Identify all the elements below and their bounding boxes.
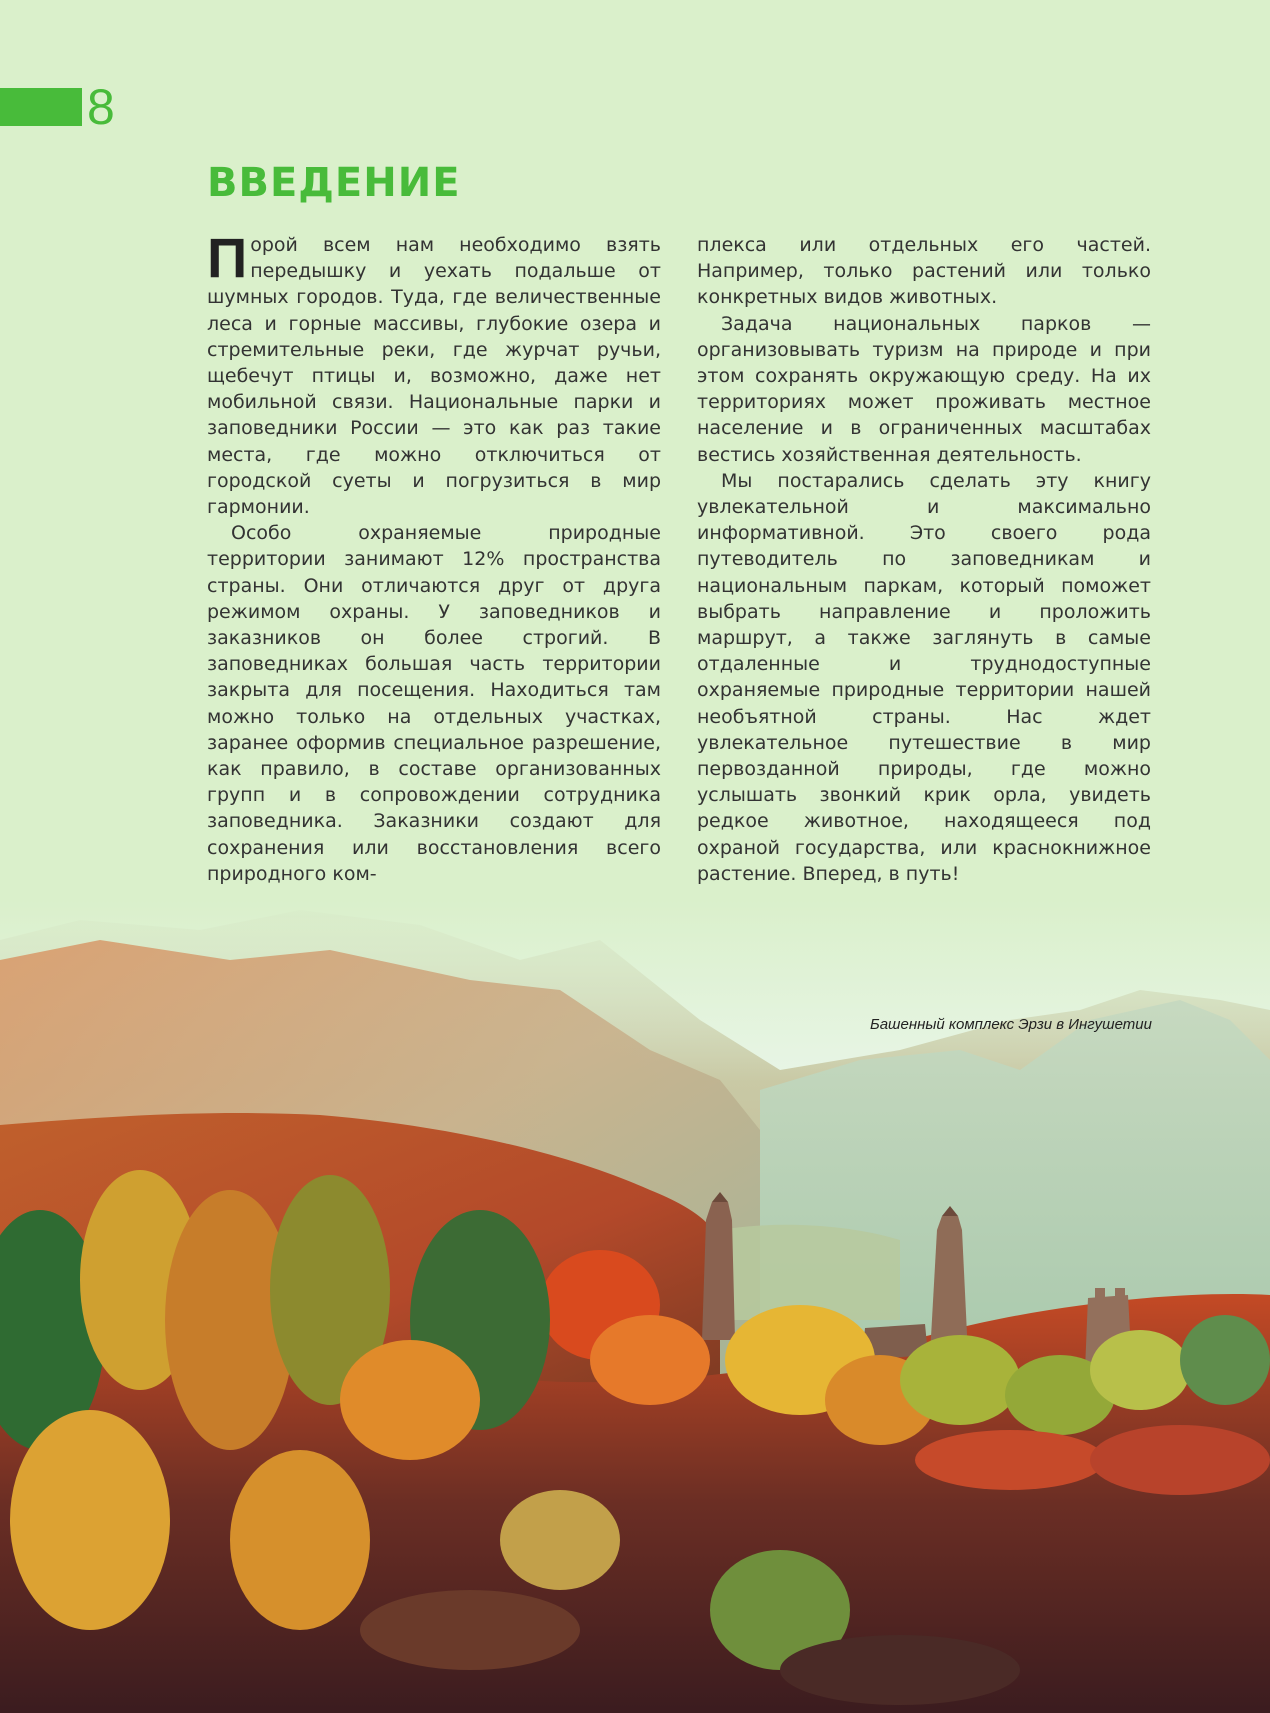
photo-caption: Башенный комплекс Эрзи в Ингушетии	[869, 1016, 1152, 1033]
page-number-bar	[0, 88, 82, 126]
text-column-left	[207, 226, 661, 887]
paragraph-text: орой всем нам необходимо взять передышку и уехать подальше от шумных городов. Туда, где величественные леса и горные массивы, глубокие озера и стремительные реки, где журчат ручьи, щебечут птицы и, возможно, даже нет мобильной связи. Национальные парки и заповедники России — это как раз такие места, где можно отключиться от городской суеты и погрузиться в мир гармонии.	[207, 234, 661, 519]
dropcap: П	[207, 226, 248, 289]
page-number: 8	[87, 79, 115, 135]
paragraph: Задача национальных парков — организовывать туризм на природе и при этом сохранять окружающую среду. На их территориях может проживать местное население и в ограниченных масштабах вестись хозяйственная деятельность.	[697, 312, 1151, 466]
paragraph	[207, 226, 661, 520]
text-column-right	[697, 232, 1151, 887]
page-title: ВВЕДЕНИЕ	[207, 160, 461, 206]
paragraph: Особо охраняемые природные территории занимают 12% пространства страны. Они отличаются друг от друга режимом охраны. У заповедников и заказников он более строгий. В заповедниках большая часть территории закрыта для посещения. Находиться там можно только на отдельных участках, заранее оформив специальное разрешение, как правило, в составе организованных групп и в сопровождении сотрудника заповедника. Заказники создают для сохранения или восстановления всего природного ком-	[207, 522, 661, 885]
paragraph: плекса или отдельных его частей. Например, только растений или только конкретных видов животных.	[697, 234, 1151, 309]
paragraph: Мы постарались сделать эту книгу увлекательной и максимально информативной. Это своего рода путеводитель по заповедникам и национальным паркам, который поможет выбрать направление и проложить маршрут, а также заглянуть в самые отдаленные и труднодоступные охраняемые природные территории нашей необъятной страны. Нас ждет увлекательное путешествие в мир первозданной природы, где можно услышать звонкий крик орла, увидеть редкое животное, находящееся под охраной государства, или краснокнижное растение. Вперед, в путь!	[697, 469, 1151, 885]
